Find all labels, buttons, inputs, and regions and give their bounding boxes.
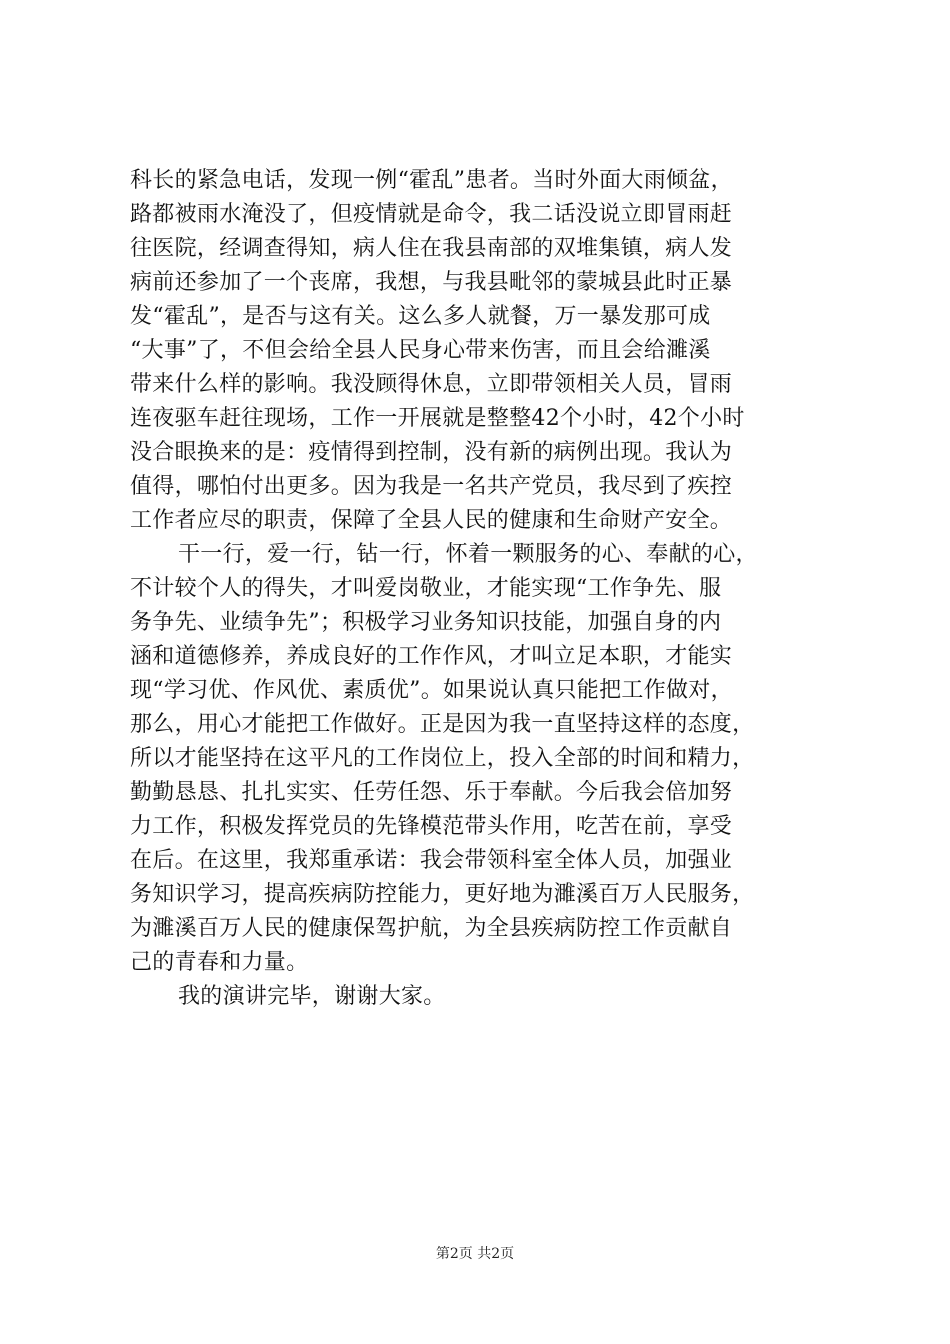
text-line: 务争先、业绩争先”；积极学习业务知识技能，加强自身的内 xyxy=(130,610,722,635)
text-line: 务知识学习，提高疾病防控能力，更好地为濉溪百万人民服务， xyxy=(130,882,755,907)
paragraph-1 xyxy=(130,164,830,538)
text-line: 勤勤恳恳、扎扎实实、任劳任怨、乐于奉献。今后我会倍加努 xyxy=(130,780,733,805)
document-body xyxy=(130,164,830,1014)
paragraph-2 xyxy=(130,538,830,980)
text-line: 我的演讲完毕，谢谢大家。 xyxy=(178,984,446,1009)
text-line: 连夜驱车赶往现场，工作一开展就是整整42个小时，42个小时 xyxy=(130,406,745,431)
text-line: 没合眼换来的是：疫情得到控制，没有新的病例出现。我认为 xyxy=(130,440,733,465)
text-line: 涵和道德修养，养成良好的工作作风，才叫立足本职，才能实 xyxy=(130,644,733,669)
text-line: 往医院，经调查得知，病人住在我县南部的双堆集镇，病人发 xyxy=(130,236,733,261)
text-line: 带来什么样的影响。我没顾得休息，立即带领相关人员，冒雨 xyxy=(130,372,733,397)
page-number-label: 第2页 共2页 xyxy=(435,1246,515,1262)
text-line: 不计较个人的得失，才叫爱岗敬业，才能实现“工作争先、服 xyxy=(130,576,722,601)
text-line: “大事”了，不但会给全县人民身心带来伤害，而且会给濉溪 xyxy=(130,338,711,363)
text-line: 干一行，爱一行，钻一行，怀着一颗服务的心、奉献的心， xyxy=(178,542,758,567)
text-line: 工作者应尽的职责，保障了全县人民的健康和生命财产安全。 xyxy=(130,508,733,533)
text-line: 病前还参加了一个丧席，我想，与我县毗邻的蒙城县此时正暴 xyxy=(130,270,733,295)
text-line: 值得，哪怕付出更多。因为我是一名共产党员，我尽到了疾控 xyxy=(130,474,733,499)
page-footer xyxy=(0,1243,950,1263)
text-line: 发“霍乱”，是否与这有关。这么多人就餐，万一暴发那可成 xyxy=(130,304,711,329)
text-line: 在后。在这里，我郑重承诺：我会带领科室全体人员，加强业 xyxy=(130,848,733,873)
paragraph-3 xyxy=(130,980,830,1014)
text-line: 所以才能坚持在这平凡的工作岗位上，投入全部的时间和精力， xyxy=(130,746,755,771)
text-line: 那么，用心才能把工作做好。正是因为我一直坚持这样的态度， xyxy=(130,712,755,737)
text-line: 现“学习优、作风优、素质优”。如果说认真只能把工作做对， xyxy=(130,678,733,703)
text-line: 己的青春和力量。 xyxy=(130,950,309,975)
text-line: 力工作，积极发挥党员的先锋模范带头作用，吃苦在前，享受 xyxy=(130,814,733,839)
text-line: 科长的紧急电话，发现一例“霍乱”患者。当时外面大雨倾盆， xyxy=(130,168,733,193)
text-line: 为濉溪百万人民的健康保驾护航，为全县疾病防控工作贡献自 xyxy=(130,916,733,941)
text-line: 路都被雨水淹没了，但疫情就是命令，我二话没说立即冒雨赶 xyxy=(130,202,733,227)
